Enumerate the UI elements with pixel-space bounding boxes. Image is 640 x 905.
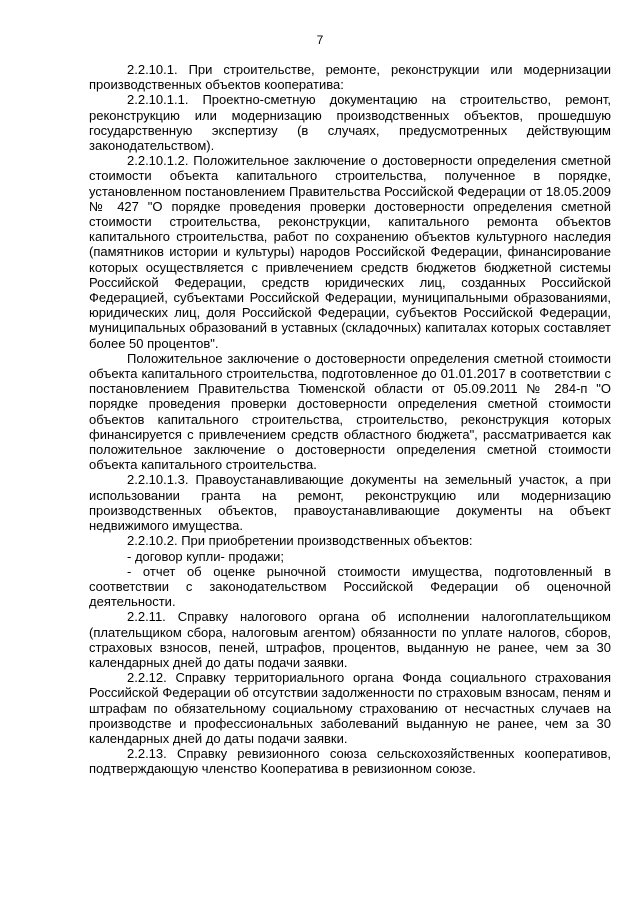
paragraph-positive-conclusion: Положительное заключение о достоверности определения сметной стоимости объекта капитального строительства, подготовленное до 01.01.2017 в соответствии с постановлением Правительства Тюменской области от 05.09.2011 № 284-п "О порядке проведения проверки достоверности определения сметной стоимости объектов капитального строительства, строительство, реконструкция которых финансируется с привлечением средств областного бюджета", рассматривается как положительное заключение о достоверности определения сметной стоимости объекта капитального строительства.	[89, 350, 611, 473]
paragraph-2-2-10-1-2: 2.2.10.1.2. Положительное заключение о достоверности определения сметной стоимости объекта капитального строительства, полученное в порядке, установленном постановлением Правительства Российской Федерации от 18.05.2009 № 427 "О порядке проведения проверки достоверности определения сметной стоимости строительства, реконструкции, капитального ремонта объектов капитального строительства, работ по сохранению объектов культурного наследия (памятников истории и культуры) народов Российской Федерации, финансирование которых осуществляется с привлечением средств бюджетов бюджетной системы Российской Федерации, средств юридических лиц, созданных Российской Федерацией, субъектами Российской Федерации, муниципальными образованиями, юридических лиц, доля Российской Федерации, субъектов Российской Федерации, муниципальных образований в уставных (складочных) капиталах которых составляет более 50 процентов".	[89, 153, 611, 351]
document-body	[89, 62, 611, 777]
paragraph-2-2-10-1: 2.2.10.1. При строительстве, ремонте, реконструкции или модернизации производственных объектов кооператива:	[89, 62, 611, 93]
paragraph-2-2-13: 2.2.13. Справку ревизионного союза сельскохозяйственных кооперативов, подтверждающую членство Кооператива в ревизионном союзе.	[89, 746, 611, 777]
paragraph-2-2-10-1-1: 2.2.10.1.1. Проектно-сметную документацию на строительство, ремонт, реконструкцию или модернизацию производственных объектов, прошедшую государственную экспертизу (в случаях, предусмотренных действующим законодательством).	[89, 92, 611, 154]
paragraph-2-2-10-1-3: 2.2.10.1.3. Правоустанавливающие документы на земельный участок, а при использовании гранта на ремонт, реконструкцию или модернизацию производственных объектов, правоустанавливающие документы на объект недвижимого имущества.	[89, 472, 611, 534]
paragraph-2-2-10-2: 2.2.10.2. При приобретении производственных объектов:	[127, 533, 473, 549]
page-number: 7	[316, 33, 324, 47]
paragraph-2-2-12: 2.2.12. Справку территориального органа Фонда социального страхования Российской Федерации об отсутствии задолженности по страховым взносам, пеням и штрафам по обязательному социальному страхованию от несчастных случаев на производстве и профессиональных заболеваний выданную не ранее, чем за 30 календарных дней до даты подачи заявки.	[89, 670, 611, 746]
list-item-valuation-report: - отчет об оценке рыночной стоимости имущества, подготовленный в соответствии с законодательством Российской Федерации об оценочной деятельности.	[89, 563, 611, 610]
paragraph-2-2-11: 2.2.11. Справку налогового органа об исполнении налогоплательщиком (плательщиком сбора, налоговым агентом) обязанности по уплате налогов, сборов, страховых взносов, пеней, штрафов, процентов, выданную не ранее, чем за 30 календарных дней до даты подачи заявки.	[89, 609, 611, 670]
list-item-sale-contract: - договор купли- продажи;	[127, 548, 285, 564]
